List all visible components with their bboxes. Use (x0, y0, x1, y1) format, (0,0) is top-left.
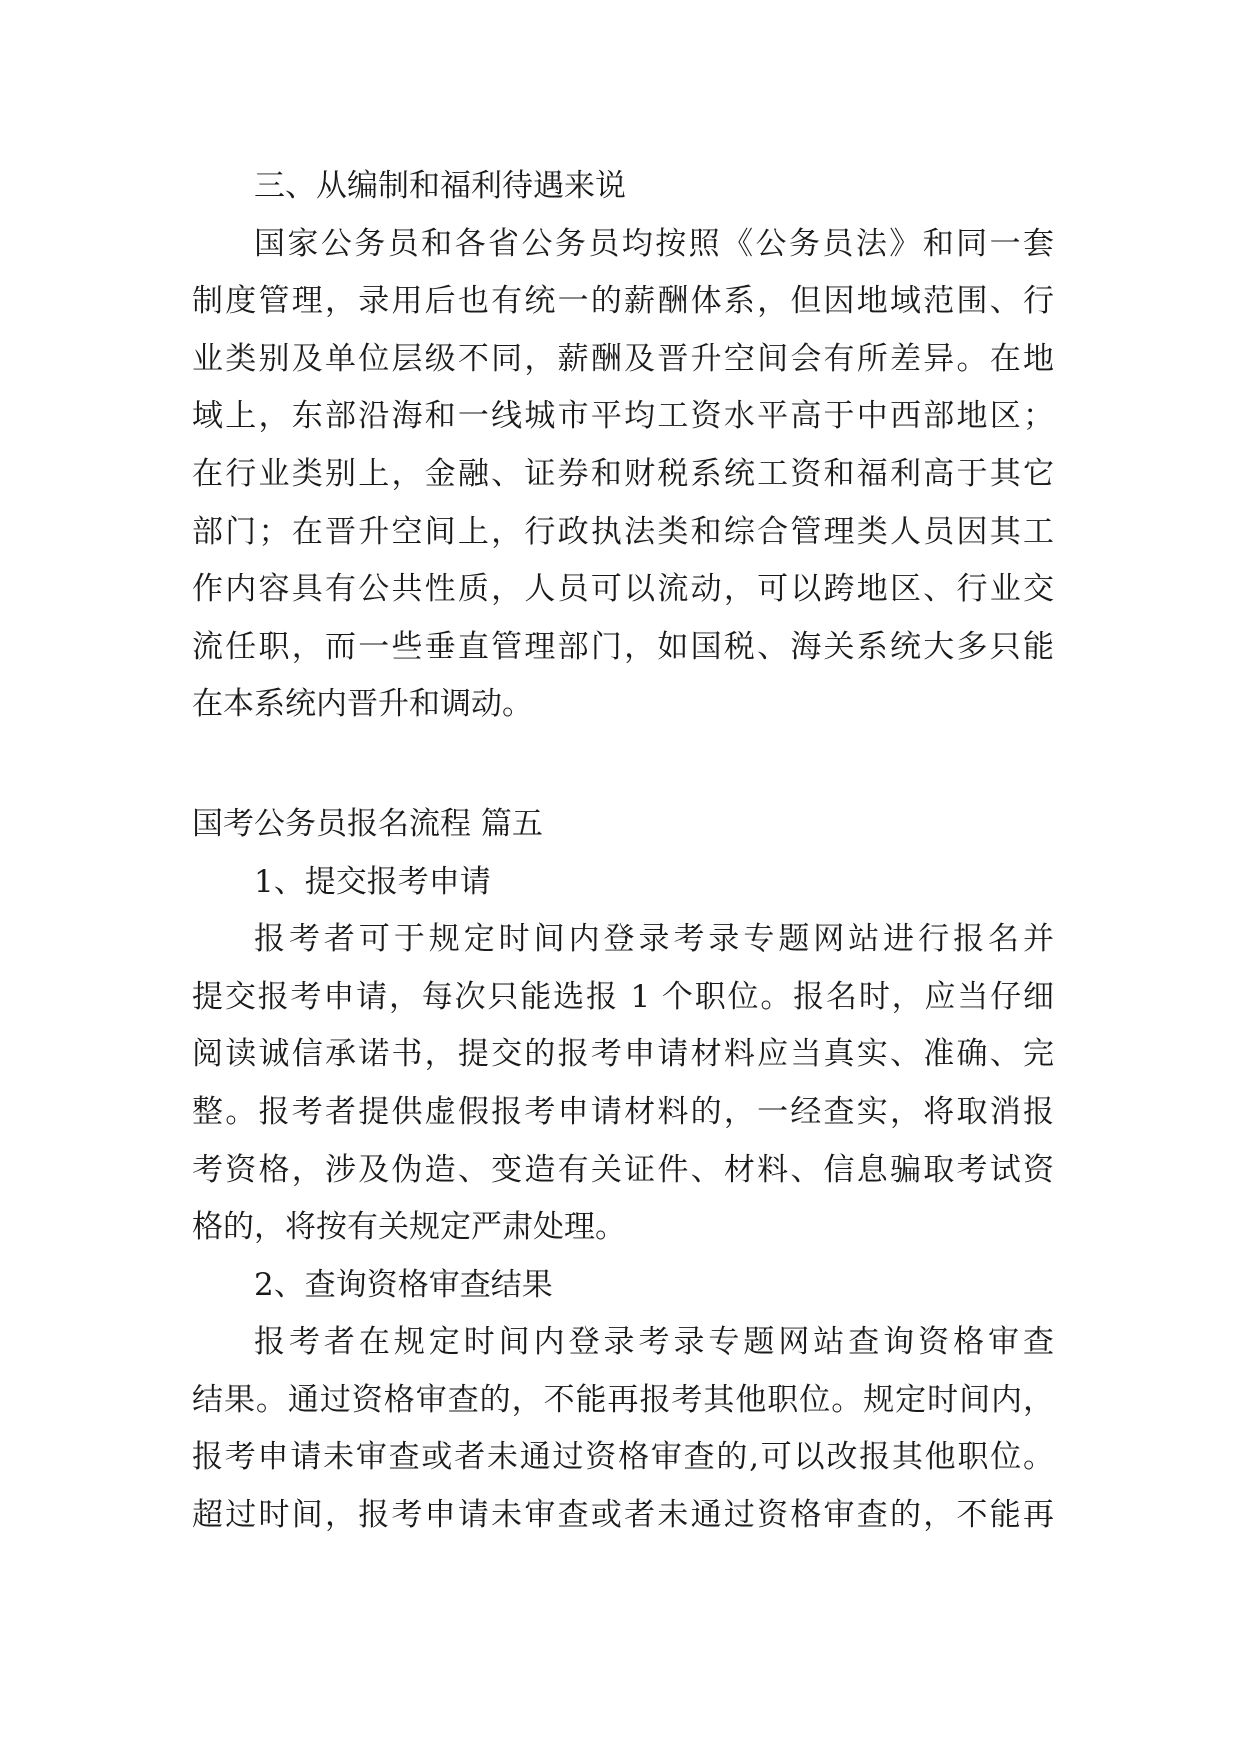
step-1-heading: 1、提交报考申请 (254, 863, 491, 900)
paragraph-line: 报考申请未审查或者未通过资格审查的,可以改报其他职位。 (192, 1439, 1054, 1476)
paragraph-line: 结果。通过资格审查的，不能再报考其他职位。规定时间内， (192, 1381, 1054, 1418)
paragraph-line: 域上，东部沿海和一线城市平均工资水平高于中西部地区； (192, 398, 1054, 435)
paragraph-line: 在行业类别上，金融、证券和财税系统工资和福利高于其它 (192, 455, 1054, 492)
paragraph-line: 国家公务员和各省公务员均按照《公务员法》和同一套 (254, 225, 1054, 262)
paragraph-line: 制度管理，录用后也有统一的薪酬体系，但因地域范围、行 (192, 283, 1054, 320)
step-2-heading: 2、查询资格审查结果 (254, 1266, 553, 1303)
section-3-heading: 三、从编制和福利待遇来说 (254, 168, 626, 204)
step-2-paragraph (192, 1314, 1054, 1544)
paragraph-line: 考资格，涉及伪造、变造有关证件、材料、信息骗取考试资 (192, 1151, 1054, 1188)
paragraph-line: 超过时间，报考申请未审查或者未通过资格审查的，不能再 (192, 1497, 1054, 1534)
paragraph-line: 整。报考者提供虚假报考申请材料的，一经查实，将取消报 (192, 1093, 1054, 1130)
part-5-title: 国考公务员报名流程 篇五 (192, 805, 543, 842)
paragraph-line: 格的，将按有关规定严肃处理。 (192, 1209, 626, 1246)
section-spacer (192, 734, 1054, 796)
paragraph-line: 业类别及单位层级不同，薪酬及晋升空间会有所差异。在地 (192, 340, 1054, 377)
paragraph-line: 报考者可于规定时间内登录考录专题网站进行报名并 (254, 921, 1054, 958)
paragraph-line: 流任职，而一些垂直管理部门，如国税、海关系统大多只能 (192, 628, 1054, 665)
paragraph-line: 阅读诚信承诺书，提交的报考申请材料应当真实、准确、完 (192, 1036, 1054, 1073)
paragraph-line: 报考者在规定时间内登录考录专题网站查询资格审查 (254, 1324, 1054, 1361)
paragraph-line: 作内容具有公共性质，人员可以流动，可以跨地区、行业交 (192, 571, 1054, 608)
paragraph-line: 提交报考申请，每次只能选报 1 个职位。报名时，应当仔细 (192, 978, 1054, 1015)
paragraph-line: 部门；在晋升空间上，行政执法类和综合管理类人员因其工 (192, 513, 1054, 550)
step-1-paragraph (192, 911, 1054, 1257)
section-3-paragraph (192, 216, 1054, 734)
document-body (192, 158, 1054, 1545)
paragraph-line: 在本系统内晋升和调动。 (192, 686, 533, 723)
